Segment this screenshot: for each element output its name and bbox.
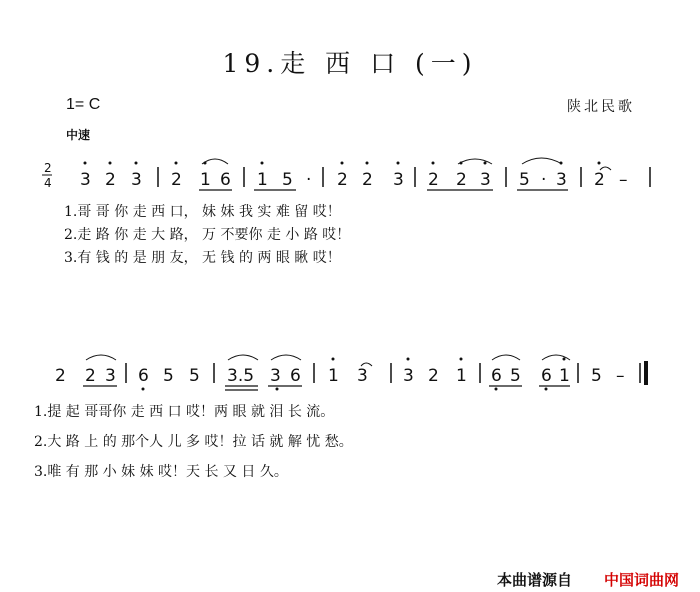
- dash: –: [616, 366, 625, 386]
- dash: –: [619, 170, 628, 190]
- note: 3: [270, 366, 281, 386]
- note: 1: [328, 366, 339, 386]
- note: 1: [257, 170, 268, 190]
- note: 5: [282, 170, 293, 190]
- note: 2: [85, 366, 96, 386]
- note: 5: [519, 170, 530, 190]
- lyric-line-1-verse-2: 2.走 路 你 走 大 路， 万 不要你 走 小 路 哎！: [64, 227, 351, 243]
- note: 2: [428, 170, 439, 190]
- lyric-line-2-verse-2: 2.大 路 上 的 那个人 儿 多 哎！拉 话 就 解 忧 愁。: [34, 434, 353, 450]
- note: 1: [456, 366, 467, 386]
- note: 2: [105, 170, 116, 190]
- note: 3: [105, 366, 116, 386]
- note: 3: [80, 170, 91, 190]
- note: 6: [290, 366, 301, 386]
- time-sig-bottom: 4: [44, 176, 52, 190]
- note: 3.5: [227, 366, 255, 386]
- note: 2: [362, 170, 373, 190]
- note: 5: [510, 366, 521, 386]
- note: 3: [556, 170, 567, 190]
- lyric-line-2-verse-1: 1.提 起 哥哥你 走 西 口 哎！两 眼 就 泪 长 流。: [34, 404, 335, 420]
- site-credit[interactable]: 中国词曲网: [604, 571, 680, 589]
- lyric-line-2-verse-3: 3.唯 有 那 小 妹 妹 哎！天 长 又 日 久。: [34, 464, 288, 480]
- note: 2: [428, 366, 439, 386]
- lyric-line-1-verse-3: 3.有 钱 的 是 朋 友， 无 钱 的 两 眼 瞅 哎！: [64, 250, 341, 266]
- note: 2: [55, 366, 66, 386]
- lyric-line-1-verse-1: 1.哥 哥 你 走 西 口， 妹 妹 我 实 难 留 哎！: [64, 204, 341, 220]
- note: 3: [480, 170, 491, 190]
- note: 2: [594, 170, 605, 190]
- note: 5: [163, 366, 174, 386]
- note: 2: [456, 170, 467, 190]
- key-signature: 1= C: [66, 96, 101, 113]
- note: 5: [189, 366, 200, 386]
- note: 2: [337, 170, 348, 190]
- note: 3: [131, 170, 142, 190]
- time-sig-top: 2: [44, 161, 52, 175]
- note: 2: [171, 170, 182, 190]
- song-origin: 陕北民歌: [567, 99, 635, 115]
- song-title: 19.走 西 口 (一): [222, 49, 478, 78]
- tempo-marking: 中速: [66, 128, 91, 142]
- note: 3: [403, 366, 414, 386]
- dot: ·: [541, 170, 547, 190]
- note: 3: [357, 366, 368, 386]
- note: 3: [393, 170, 404, 190]
- source-credit: 本曲谱源自: [497, 571, 573, 589]
- note: 6: [491, 366, 502, 386]
- dot: ·: [306, 170, 312, 190]
- note: 6: [220, 170, 231, 190]
- note: 5: [591, 366, 602, 386]
- note: 6: [138, 366, 149, 386]
- note: 6: [541, 366, 552, 386]
- note: 1: [559, 366, 570, 386]
- note: 1: [200, 170, 211, 190]
